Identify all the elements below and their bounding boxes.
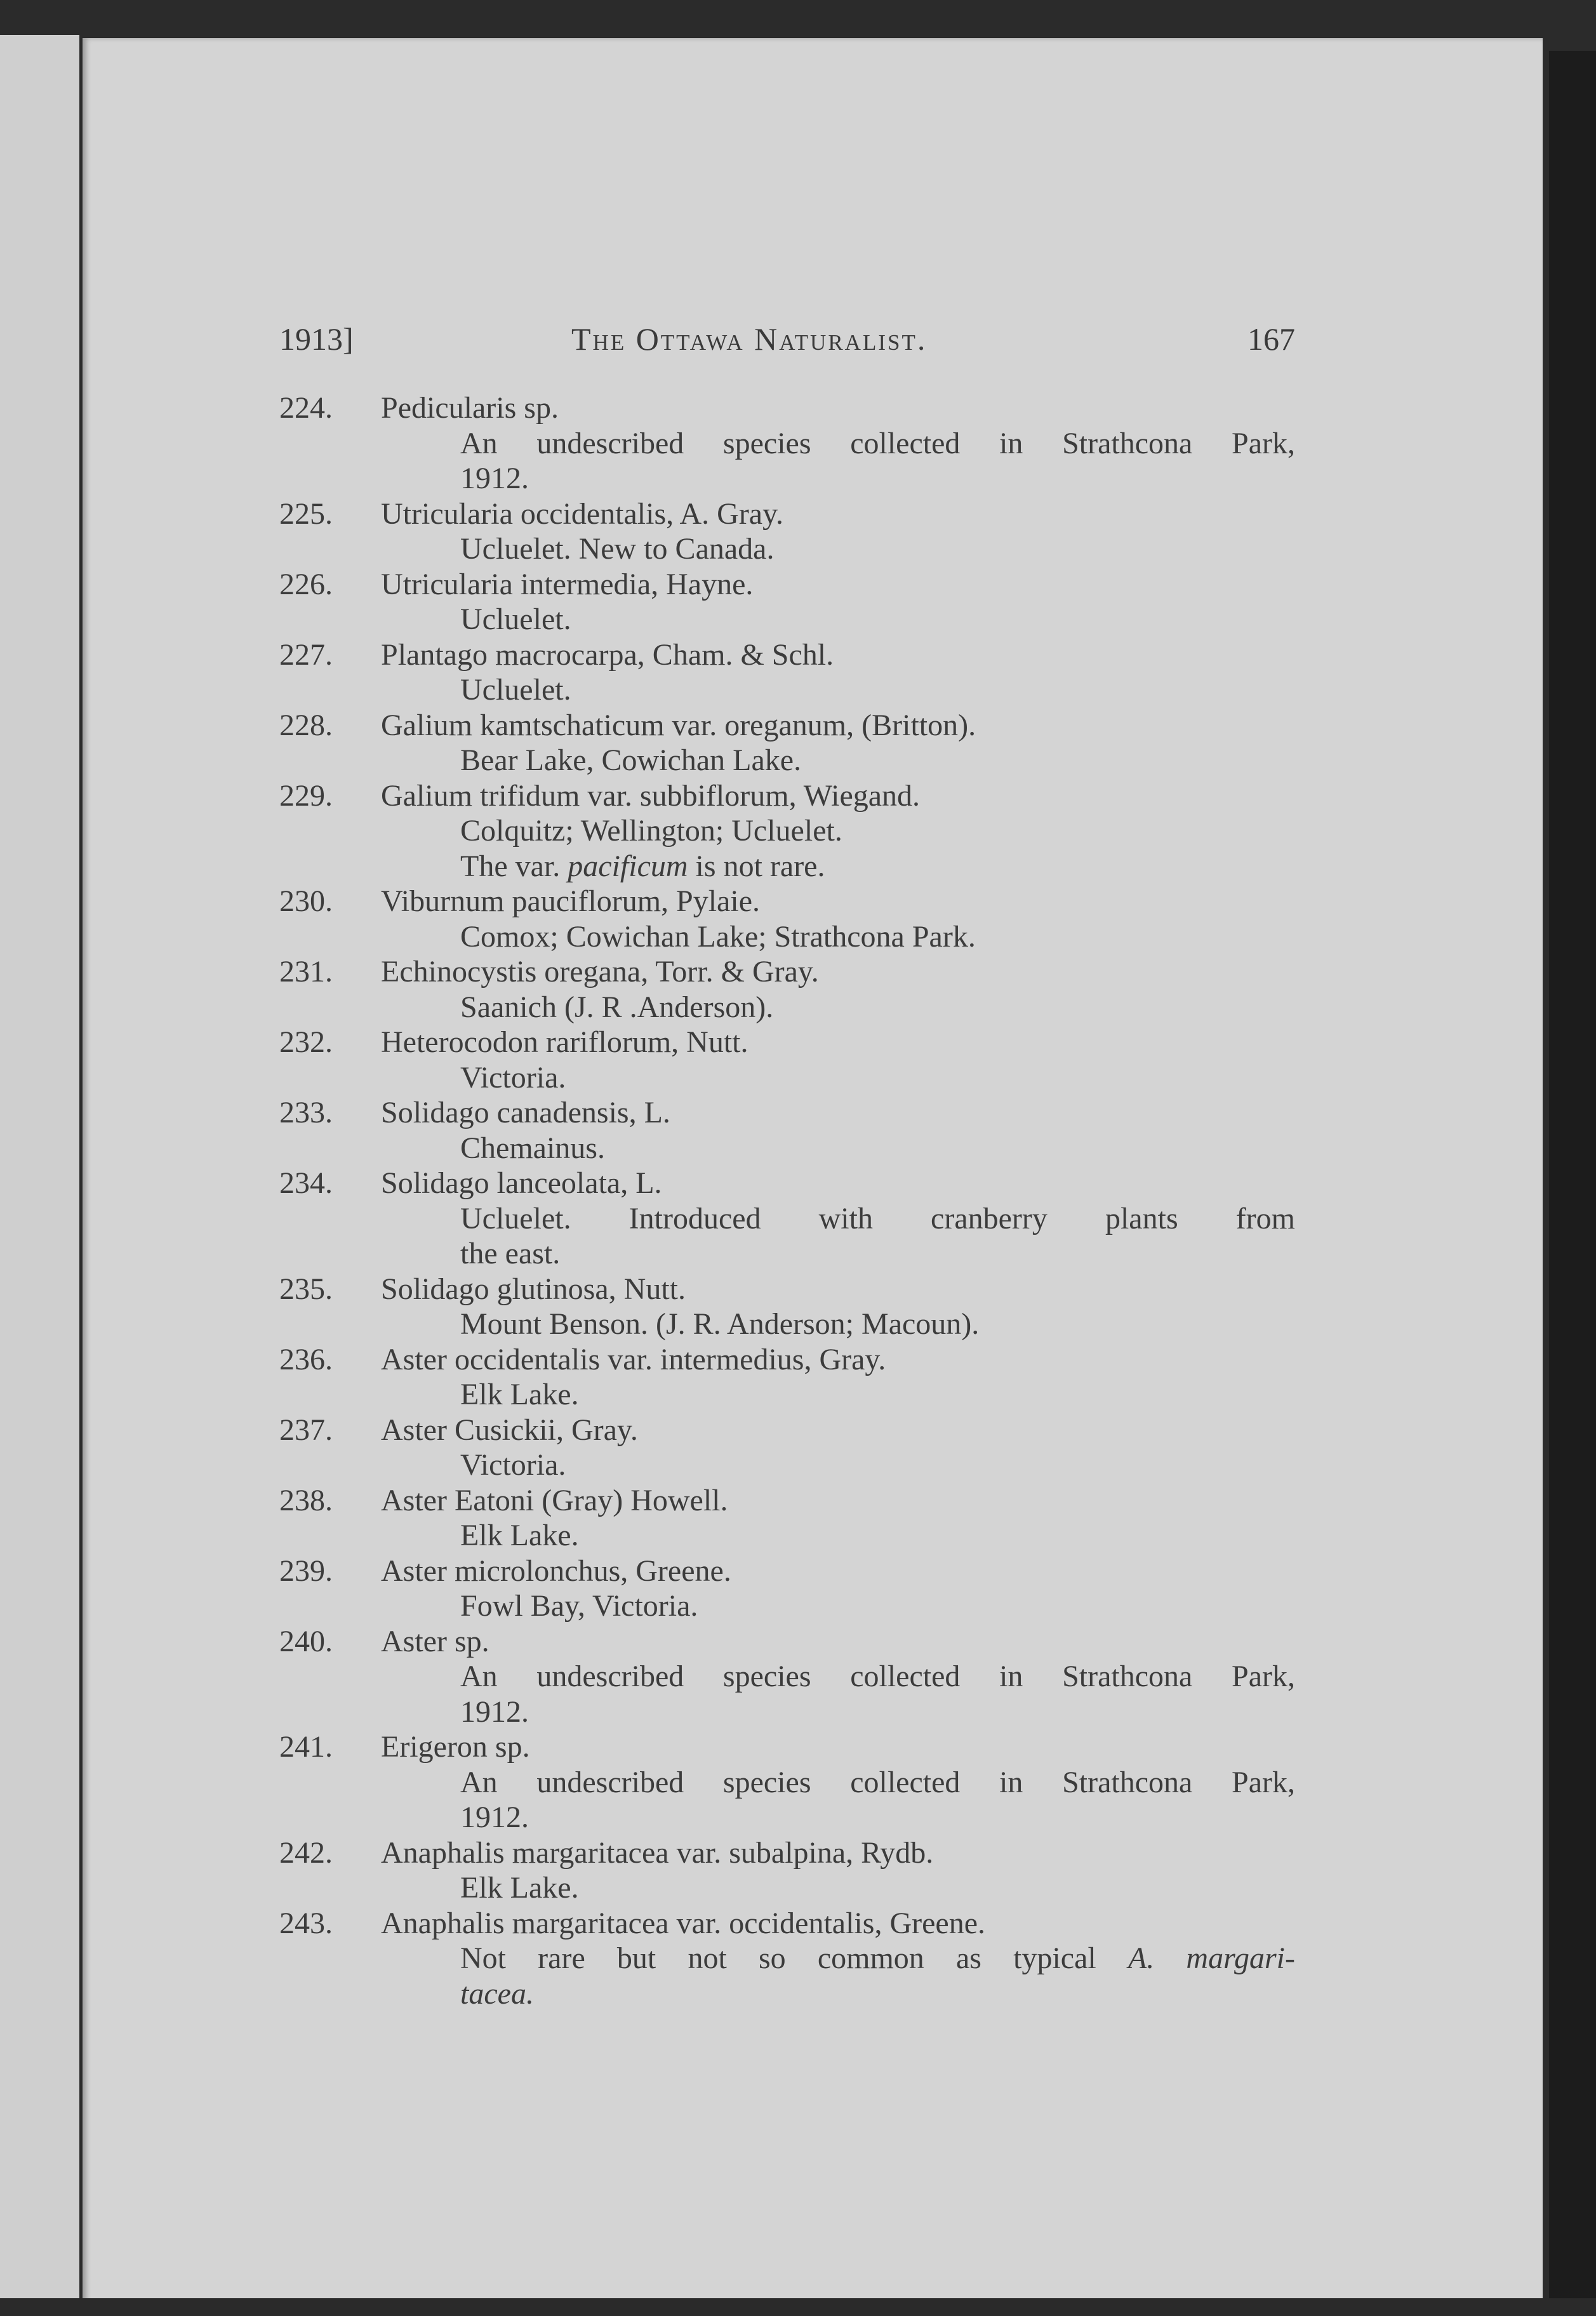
entry-note-line [279, 426, 1295, 462]
entry-number: 231. [279, 955, 333, 988]
species-name: Anaphalis margaritacea var. occidentalis, Greene. [381, 1906, 986, 1940]
entry-note: Ucluelet. Introduced with cranberry plants from [460, 1201, 1295, 1235]
species-entry [279, 778, 1295, 884]
species-name: Utricularia intermedia, Hayne. [381, 567, 754, 601]
entry-heading-line [279, 708, 1295, 743]
species-name: Erigeron sp. [381, 1730, 530, 1764]
entry-note-line [279, 531, 1295, 567]
entry-heading-line [279, 496, 1295, 532]
entry-note: Saanich (J. R .Anderson). [460, 990, 774, 1024]
species-name: Aster Cusickii, Gray. [381, 1413, 638, 1447]
species-list [279, 390, 1295, 2011]
species-name: Echinocystis oregana, Torr. & Gray. [381, 955, 819, 988]
entry-heading-line [279, 1095, 1295, 1131]
species-name: Aster occidentalis var. intermedius, Gray. [381, 1342, 886, 1376]
entry-note: An undescribed species collected in Strathcona Park, [460, 1765, 1295, 1799]
entry-heading-line [279, 1025, 1295, 1060]
entry-heading-line [279, 390, 1295, 426]
entry-note-line [279, 919, 1295, 955]
page-number: 167 [1247, 321, 1295, 357]
species-entry [279, 1166, 1295, 1272]
species-entry [279, 1413, 1295, 1483]
entry-note: Ucluelet. New to Canada. [460, 532, 775, 566]
entry-note: Chemainus. [460, 1131, 605, 1165]
entry-note-line [279, 1447, 1295, 1483]
entry-note-line [279, 461, 1295, 496]
species-name: Aster microlonchus, Greene. [381, 1554, 731, 1588]
species-entry [279, 496, 1295, 567]
entry-number: 241. [279, 1730, 333, 1764]
entry-note: Elk Lake. [460, 1871, 579, 1905]
species-entry [279, 708, 1295, 778]
entry-note: Colquitz; Wellington; Ucluelet. [460, 814, 842, 848]
entry-note: Comox; Cowichan Lake; Strathcona Park. [460, 919, 976, 954]
entry-note: An undescribed species collected in Strathcona Park, [460, 426, 1295, 460]
entry-note: 1912. [460, 1800, 529, 1834]
species-name: Galium kamtschaticum var. oreganum, (Britton). [381, 708, 976, 742]
entry-number: 233. [279, 1096, 333, 1129]
entry-heading-line [279, 1906, 1295, 1941]
entry-note-line [279, 1518, 1295, 1554]
entry-number: 226. [279, 567, 333, 601]
entry-note: Victoria. [460, 1060, 566, 1095]
species-name: Heterocodon rariflorum, Nutt. [381, 1025, 748, 1059]
entry-number: 232. [279, 1025, 333, 1059]
species-entry [279, 1729, 1295, 1835]
entry-note: Fowl Bay, Victoria. [460, 1589, 698, 1623]
entry-note: 1912. [460, 462, 529, 495]
entry-number: 230. [279, 884, 333, 918]
entry-note-line [279, 1131, 1295, 1166]
species-name: Solidago lanceolata, L. [381, 1166, 662, 1200]
entry-note: Mount Benson. (J. R. Anderson; Macoun). [460, 1307, 980, 1341]
species-name: Viburnum pauciflorum, Pylaie. [381, 884, 760, 918]
entry-note-line [279, 813, 1295, 849]
entry-number: 235. [279, 1272, 333, 1306]
entry-number: 234. [279, 1166, 333, 1200]
header-year: 1913] [279, 321, 354, 357]
entry-heading-line [279, 1413, 1295, 1448]
entry-note: Elk Lake. [460, 1519, 579, 1552]
entry-note-line [279, 1765, 1295, 1800]
entry-heading-line [279, 1554, 1295, 1589]
species-name: Anaphalis margaritacea var. subalpina, Rydb. [381, 1835, 934, 1870]
entry-note-line [279, 1976, 1295, 2012]
entry-number: 242. [279, 1835, 333, 1870]
previous-page-edge [0, 35, 79, 2305]
species-name: Pedicularis sp. [381, 391, 559, 425]
entry-number: 227. [279, 637, 333, 672]
entry-number: 225. [279, 496, 333, 531]
entry-heading-line [279, 954, 1295, 990]
species-entry [279, 1342, 1295, 1413]
entry-heading-line [279, 778, 1295, 814]
scan-border [1549, 51, 1596, 2316]
entry-note: Bear Lake, Cowichan Lake. [460, 743, 802, 777]
entry-heading-line [279, 567, 1295, 602]
entry-number: 240. [279, 1624, 333, 1658]
entry-number: 228. [279, 708, 333, 742]
species-entry [279, 390, 1295, 496]
entry-note-line [279, 990, 1295, 1025]
species-name: Solidago canadensis, L. [381, 1096, 670, 1129]
species-name: Aster Eatoni (Gray) Howell. [381, 1483, 728, 1517]
entry-note: Elk Lake. [460, 1378, 579, 1411]
entry-number: 243. [279, 1906, 333, 1940]
entry-note: 1912. [460, 1694, 529, 1729]
entry-note-line [279, 1377, 1295, 1413]
entry-note-line [279, 602, 1295, 637]
species-entry [279, 1554, 1295, 1624]
species-entry [279, 954, 1295, 1025]
species-entry [279, 637, 1295, 708]
entry-note-line [279, 1870, 1295, 1906]
entry-note-line [279, 1694, 1295, 1730]
entry-note-line [279, 1201, 1295, 1237]
entry-note-line [279, 1060, 1295, 1096]
entry-note-line [279, 672, 1295, 708]
species-entry [279, 1835, 1295, 1906]
entry-note: The var. pacificum is not rare. [460, 849, 825, 883]
entry-heading-line [279, 1483, 1295, 1519]
entry-heading-line [279, 1272, 1295, 1307]
entry-heading-line [279, 637, 1295, 673]
species-name: Galium trifidum var. subbiflorum, Wiegand. [381, 778, 921, 813]
species-entry [279, 567, 1295, 637]
entry-note: Ucluelet. [460, 602, 571, 636]
running-header [279, 321, 1295, 371]
scan-border-bottom [0, 2298, 1596, 2316]
entry-note-line [279, 743, 1295, 778]
species-entry [279, 1483, 1295, 1554]
species-name: Utricularia occidentalis, A. Gray. [381, 496, 783, 531]
entry-note: Ucluelet. [460, 673, 571, 707]
species-entry [279, 1624, 1295, 1730]
entry-number: 238. [279, 1483, 333, 1517]
entry-number: 224. [279, 391, 333, 425]
entry-heading-line [279, 1624, 1295, 1660]
entry-note: Not rare but not so common as typical A. margari- [460, 1941, 1295, 1975]
entry-heading-line [279, 1835, 1295, 1871]
entry-number: 236. [279, 1342, 333, 1376]
species-name: Solidago glutinosa, Nutt. [381, 1272, 686, 1306]
species-name: Aster sp. [381, 1624, 489, 1658]
entry-note-line [279, 1307, 1295, 1342]
entry-heading-line [279, 1729, 1295, 1765]
entry-note-line [279, 1236, 1295, 1272]
species-entry [279, 1272, 1295, 1342]
journal-title: The Ottawa Naturalist. [571, 321, 928, 357]
entry-note: An undescribed species collected in Strathcona Park, [460, 1660, 1295, 1693]
entry-number: 239. [279, 1554, 333, 1588]
entry-note: Victoria. [460, 1448, 566, 1482]
species-name: Plantago macrocarpa, Cham. & Schl. [381, 637, 834, 672]
species-entry [279, 884, 1295, 954]
entry-heading-line [279, 1342, 1295, 1378]
species-entry [279, 1025, 1295, 1095]
entry-note-line [279, 1659, 1295, 1694]
species-entry [279, 1906, 1295, 2012]
entry-note-line [279, 849, 1295, 884]
entry-note: the east. [460, 1237, 561, 1270]
entry-note-line [279, 1588, 1295, 1624]
species-entry [279, 1095, 1295, 1166]
entry-heading-line [279, 1166, 1295, 1201]
entry-note-line [279, 1941, 1295, 1976]
entry-note: tacea. [460, 1976, 534, 2011]
entry-number: 237. [279, 1413, 333, 1447]
entry-number: 229. [279, 778, 333, 813]
entry-heading-line [279, 884, 1295, 919]
entry-note-line [279, 1800, 1295, 1835]
